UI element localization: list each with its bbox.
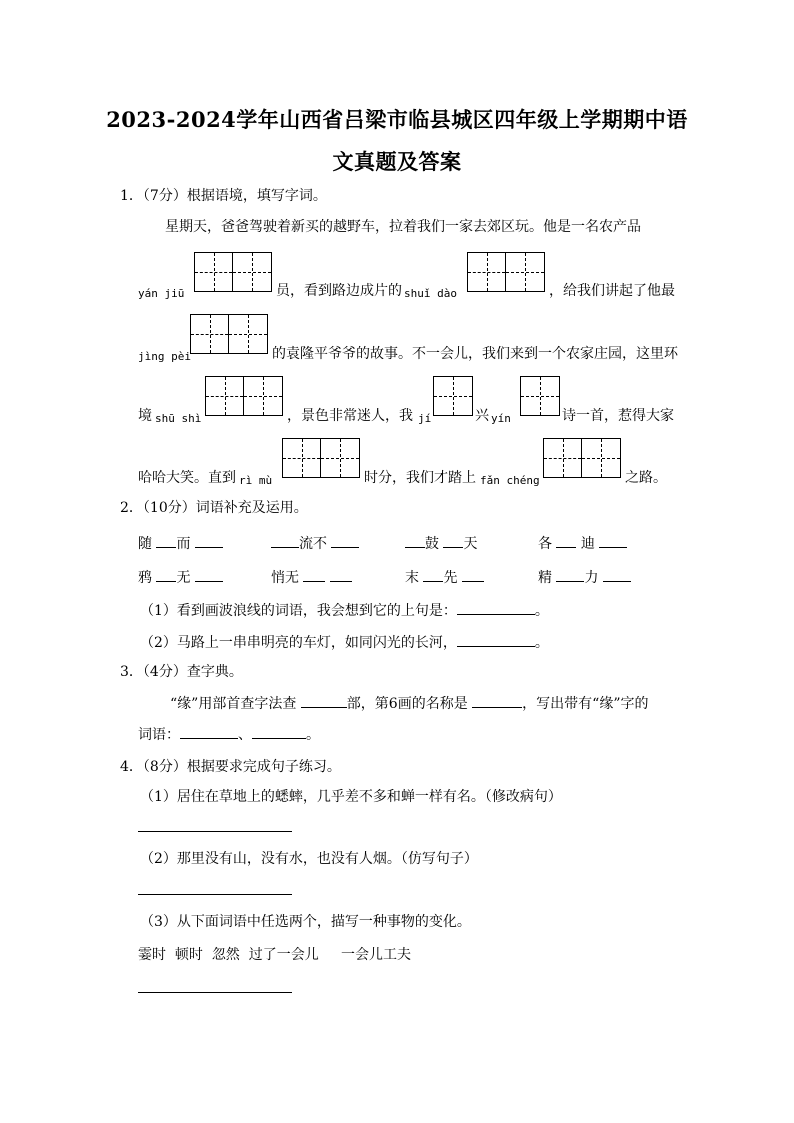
answer-blank[interactable]: [457, 600, 535, 615]
title-line-2: 文真题及答案: [332, 149, 462, 174]
idiom-blank[interactable]: [303, 567, 325, 582]
idiom-blank[interactable]: [599, 533, 627, 548]
idiom-blank[interactable]: [156, 567, 176, 582]
answer-line-3[interactable]: [138, 992, 292, 993]
q3-heading: 3．（4分）查字典。: [120, 664, 243, 680]
word-option: 忽然: [211, 947, 240, 963]
answer-grid-yin[interactable]: [520, 376, 560, 416]
idiom-blank[interactable]: [423, 567, 443, 582]
idiom-char: 天: [463, 536, 478, 552]
answer-blank[interactable]: [457, 632, 535, 647]
pinyin-fancheng: fǎn chéng: [480, 474, 540, 487]
answer-blank[interactable]: [180, 724, 238, 739]
q2-idiom-4: [538, 533, 627, 554]
answer-blank[interactable]: [472, 693, 522, 708]
answer-line-1[interactable]: [138, 831, 292, 832]
text-xing: 兴: [475, 408, 489, 424]
q3-text: “缘”用部首查字法查: [170, 696, 297, 712]
q4-word-list: [138, 945, 411, 965]
q3-text: ，写出带有“缘”字的: [522, 696, 649, 712]
title-line-1: 2023-2024学年山西省吕梁市临县城区四年级上学期期中语: [106, 107, 688, 132]
idiom-char: 迪: [580, 536, 595, 552]
q2-idiom-2: [271, 533, 359, 554]
text-yuan: 员，看到路边成片的: [276, 283, 402, 299]
answer-grid-ji[interactable]: [433, 376, 473, 416]
idiom-char: 各: [538, 536, 552, 552]
pinyin-jingpei: jìng pèi: [138, 350, 191, 363]
q3-text: 词语：: [138, 727, 180, 743]
idiom-char: 鸦: [138, 570, 152, 586]
idiom-blank[interactable]: [603, 567, 631, 582]
q2-idiom-3: [405, 533, 477, 554]
answer-line-2[interactable]: [138, 894, 292, 895]
q3-line-2: [138, 724, 320, 745]
q2-sub-1: [140, 600, 549, 621]
idiom-char: 先: [443, 570, 458, 586]
q3-text: 部，第6画的名称是: [346, 696, 468, 712]
answer-grid-yanjiu[interactable]: [194, 252, 272, 292]
pinyin-rimu: rì mù: [239, 474, 273, 487]
idiom-blank[interactable]: [330, 567, 352, 582]
idiom-char: 鼓: [425, 536, 439, 552]
q2-heading: 2．（10分）词语补充及运用。: [120, 500, 308, 516]
idiom-char: 悄无: [271, 570, 299, 586]
period: 。: [534, 635, 549, 651]
pinyin-yanjiu: yán jiū: [138, 287, 185, 300]
q3-line-1: [170, 693, 648, 714]
answer-grid-rimu[interactable]: [282, 438, 360, 478]
word-option: 过了一会儿: [248, 947, 319, 963]
idiom-blank[interactable]: [556, 533, 576, 548]
separator: 、: [238, 727, 252, 743]
idiom-blank[interactable]: [195, 567, 223, 582]
answer-grid-jingpei[interactable]: [190, 314, 268, 354]
pinyin-yin: yín: [491, 412, 511, 425]
q1-heading: 1．（7分）根据语境，填写字词。: [120, 188, 327, 204]
answer-grid-shuidao[interactable]: [467, 252, 545, 292]
idiom-char: 而: [176, 536, 191, 552]
q4-sub-2: （2）那里没有山，没有水，也没有人烟。（仿写句子）: [140, 851, 478, 867]
q2-idiom-7: [405, 567, 484, 588]
idiom-blank[interactable]: [462, 567, 484, 582]
pinyin-shuidao: shuǐ dào: [404, 287, 457, 300]
idiom-blank[interactable]: [331, 533, 359, 548]
q2-idiom-1: [138, 533, 223, 554]
answer-grid-shushi[interactable]: [205, 376, 283, 416]
q2-idiom-8: [538, 567, 631, 588]
q4-heading: 4．（8分）根据要求完成句子练习。: [120, 759, 341, 775]
answer-blank[interactable]: [252, 724, 306, 739]
text-geiwomen: ，给我们讲起了他最: [549, 283, 675, 299]
answer-blank[interactable]: [301, 693, 347, 708]
text-zhilu: 之路。: [625, 470, 667, 486]
pinyin-ji: jí: [418, 412, 432, 425]
text-jingse: ，景色非常迷人，我: [287, 408, 413, 424]
q2-idiom-6: [271, 567, 352, 588]
idiom-blank[interactable]: [443, 533, 463, 548]
q4-sub-1: （1）居住在草地上的蟋蟀，几乎差不多和蝉一样有名。（修改病句）: [140, 789, 562, 805]
word-option: 顿时: [174, 947, 203, 963]
idiom-char: 无: [176, 570, 191, 586]
q2-sub-1-text: （1）看到画波浪线的词语，我会想到它的上句是：: [140, 603, 457, 619]
text-shi: 诗一首，惹得大家: [562, 408, 674, 424]
idiom-char: 末: [405, 570, 419, 586]
answer-grid-fancheng[interactable]: [543, 438, 621, 478]
idiom-char: 精: [538, 570, 552, 586]
idiom-char: 力: [584, 570, 599, 586]
idiom-char: 流不: [299, 536, 327, 552]
q1-paragraph-1: 星期天，爸爸驾驶着新买的越野车，拉着我们一家去郊区玩。他是一名农产品: [165, 219, 641, 235]
pinyin-shushi: shū shì: [155, 412, 202, 425]
text-haha: 哈哈大笑。直到: [138, 470, 236, 486]
q2-sub-2: [140, 632, 549, 653]
period: 。: [306, 727, 320, 743]
idiom-char: 随: [138, 536, 152, 552]
idiom-blank[interactable]: [271, 533, 299, 548]
idiom-blank[interactable]: [195, 533, 223, 548]
q2-idiom-5: [138, 567, 223, 588]
idiom-blank[interactable]: [405, 533, 425, 548]
text-yuanlongping: 的袁隆平爷爷的故事。不一会儿，我们来到一个农家庄园，这里环: [272, 346, 678, 362]
word-option: 一会儿工夫: [340, 947, 411, 963]
q4-sub-3: （3）从下面词语中任选两个，描写一种事物的变化。: [140, 914, 471, 930]
q2-sub-2-text: （2）马路上一串串明亮的车灯，如同闪光的长河，: [140, 635, 457, 651]
idiom-blank[interactable]: [556, 567, 584, 582]
text-jing: 境: [138, 408, 152, 424]
idiom-blank[interactable]: [156, 533, 176, 548]
word-option: 霎时: [138, 947, 166, 963]
text-shifen: 时分，我们才踏上: [364, 470, 476, 486]
period: 。: [534, 603, 549, 619]
